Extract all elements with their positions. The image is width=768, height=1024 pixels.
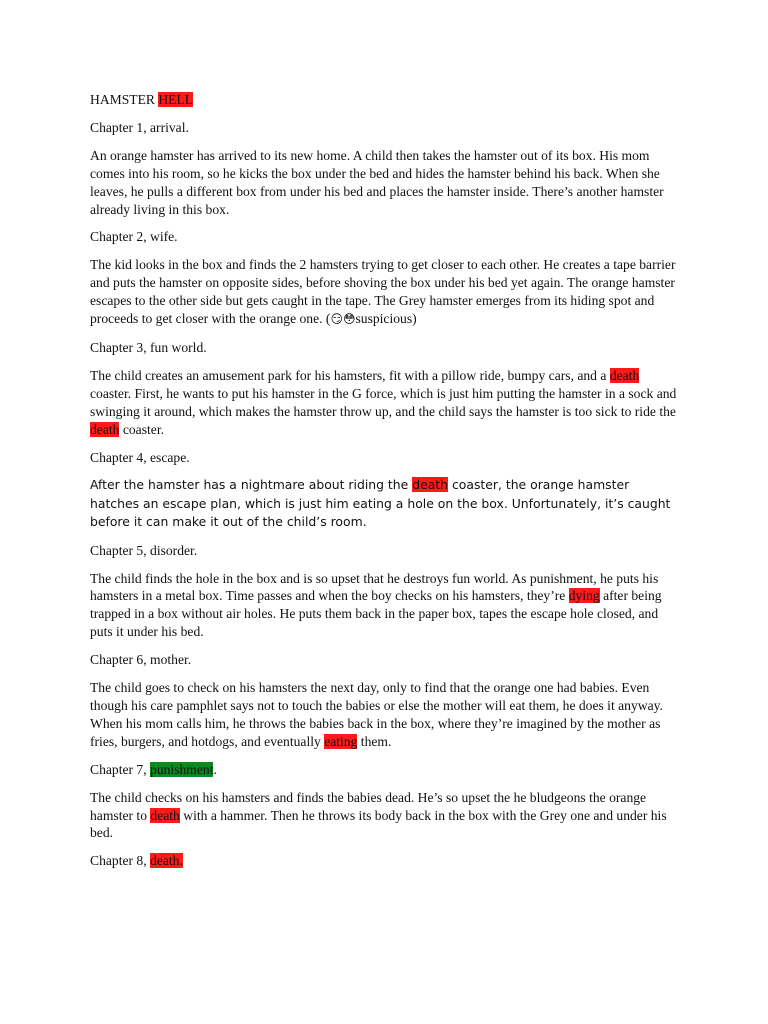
chapter-3-body [90, 367, 682, 439]
chapter-5-body [90, 570, 682, 642]
chapter-6-heading: Chapter 6, mother. [90, 652, 192, 668]
chapter-7-highlight: death [150, 807, 180, 823]
chapter-5-highlight: dying [568, 588, 600, 604]
chapter-2-body-end: suspicious) [355, 311, 417, 327]
chapter-6-highlight: eating [324, 733, 358, 749]
title-text: HAMSTER [90, 92, 159, 107]
chapter-8-heading-highlight: death. [150, 853, 183, 869]
chapter-4-text-2: coaster, the orange hamster hatches an escape plan, which is just him eating a hole on the box. Unfortunately, it’s caught before it can make it out of the child’s room. [90, 477, 671, 530]
chapter-6-text-1: The child goes to check on his hamsters the next day, only to find that the orange one had babies. Even though his care pamphlet says not to touch the babies or else the mother will eat them, he does it anyway. When his mom calls him, he throws the babies back in the box, where they’re imagined by the mother as fries, burgers, and hotdogs, and eventually [90, 680, 663, 749]
chapter-3-text-2: coaster. First, he wants to put his hamster in the G force, which is just him putting the hamster in a sock and swinging it around, which makes the hamster throw up, and the child says the hamster is too sick to ride the [90, 385, 677, 419]
chapter-5-text-2: after being trapped in a box without air holes. He puts them back in the paper box, tapes the escape hole closed, and puts it under his bed. [90, 588, 662, 640]
chapter-6-text-2: them. [357, 733, 392, 749]
chapter-3-text-3: coaster. [119, 421, 164, 437]
chapter-2-body-text: The kid looks in the box and finds the 2 hamsters trying to get closer to each other. He creates a tape barrier and puts the hamster on opposite sides, before shoving the box under his bed yet again. The orange hamster escapes to the other side but gets caught in the tape. The Grey hamster emerges from its hiding spot and proceeds to get closer with the orange one. ( [90, 257, 676, 327]
document-page [90, 91, 682, 880]
chapter-3-highlight-2: death [90, 421, 120, 437]
chapter-1-body: An orange hamster has arrived to its new home. A child then takes the hamster out of its box. His mom comes into his room, so he kicks the box under the bed and hides the hamster behind his back. When she leaves, he pulls a different box from under his bed and places the hamster inside. There’s another hamster already living in this box. [90, 147, 664, 217]
chapter-1-heading: Chapter 1, arrival. [90, 119, 189, 135]
chapter-5-text-1: The child finds the hole in the box and is so upset that he destroys fun world. As punishment, he puts his hamsters in a metal box. Time passes and when the boy checks on his hamsters, they’re [90, 570, 659, 604]
chapter-8-heading [90, 852, 682, 870]
chapter-4-heading: Chapter 4, escape. [90, 449, 190, 465]
chapter-7-body [90, 789, 682, 843]
chapter-6-body [90, 679, 682, 751]
chapter-3-highlight-1: death [609, 367, 640, 383]
chapter-3-heading: Chapter 3, fun world. [90, 339, 207, 355]
chapter-7-heading-suffix: . [213, 761, 217, 777]
chapter-8-heading-prefix: Chapter 8, [90, 853, 151, 869]
smirk-flushed-emoji-icon: 😏😳 [330, 312, 356, 327]
chapter-7-heading-prefix: Chapter 7, [90, 761, 151, 777]
chapter-5-heading: Chapter 5, disorder. [90, 542, 198, 558]
chapter-3-text-1: The child creates an amusement park for his hamsters, fit with a pillow ride, bumpy cars, and a [90, 367, 610, 383]
document-title [90, 91, 682, 109]
chapter-4-text-1: After the hamster has a nightmare about riding the [90, 477, 413, 493]
chapter-4-body [90, 476, 682, 531]
chapter-7-heading-highlight: punishment [150, 761, 214, 777]
chapter-2-body [90, 256, 682, 329]
chapter-4-highlight: death [412, 477, 449, 493]
chapter-7-heading [90, 761, 682, 779]
chapter-2-heading: Chapter 2, wife. [90, 229, 178, 245]
title-highlight: HELL [158, 92, 194, 107]
chapter-7-text-2: with a hammer. Then he throws its body back in the box with the Grey one and under his bed. [90, 807, 667, 841]
chapter-7-text-1: The child checks on his hamsters and finds the babies dead. He’s so upset the he bludgeons the orange hamster to [90, 789, 647, 823]
